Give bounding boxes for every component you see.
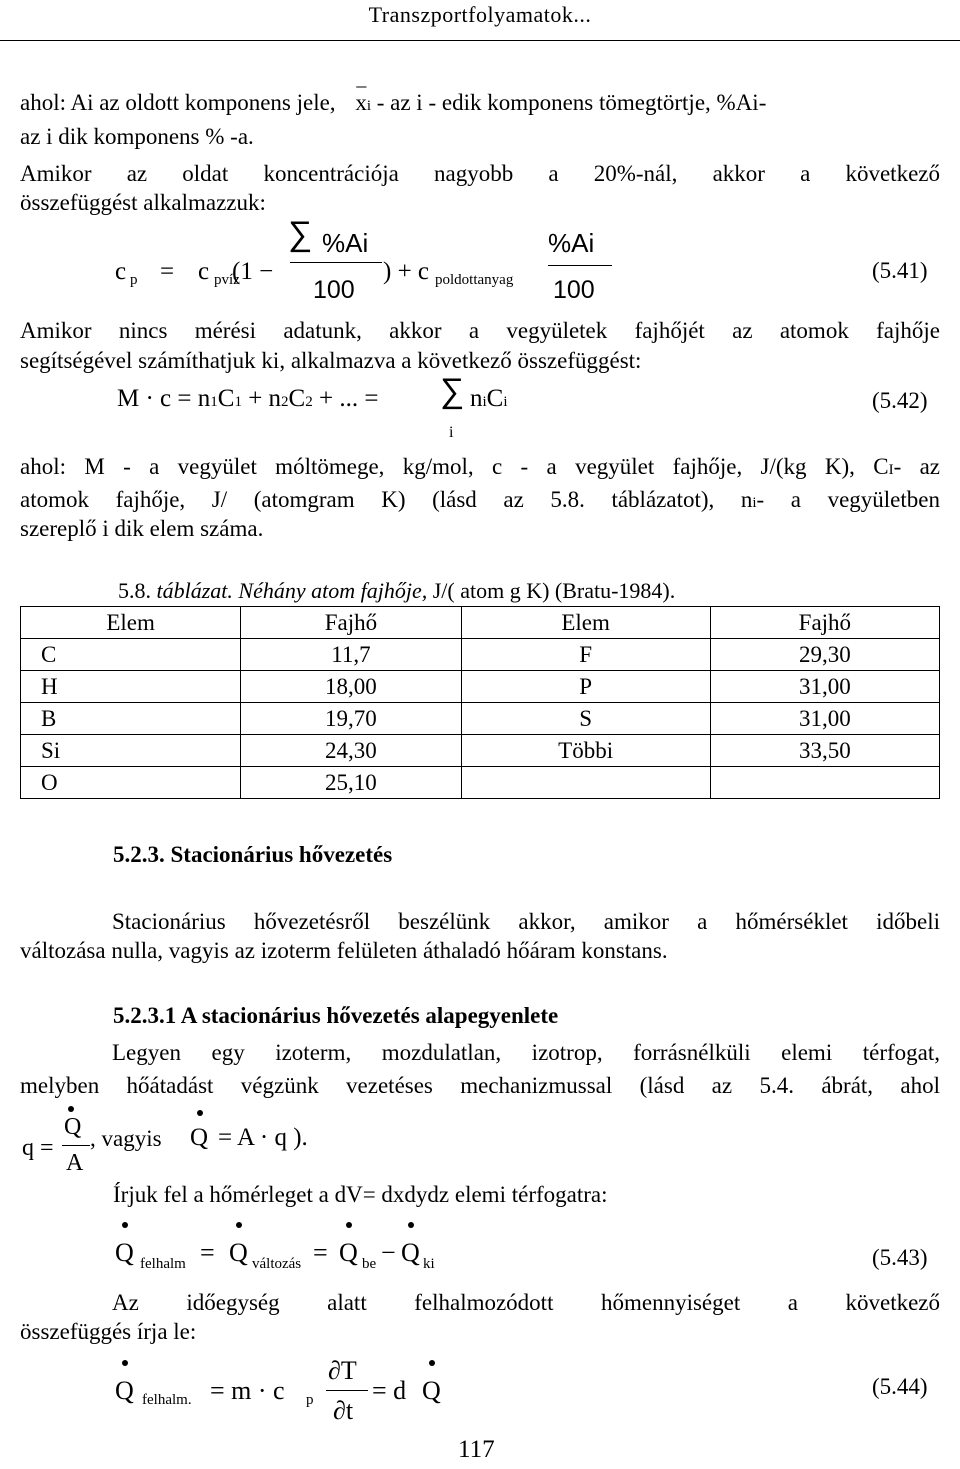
subsection-heading: 5.2.3.1 A stacionárius hővezetés alapegyenlete — [113, 1003, 559, 1028]
xi-symbol — [355, 68, 376, 115]
sum-icon: ∑ — [288, 215, 313, 253]
eq544-Q: Q — [115, 1376, 134, 1405]
dot-icon — [236, 1222, 242, 1228]
table-cell: O — [21, 767, 241, 799]
para3-line1 — [20, 450, 940, 487]
header-rule — [0, 40, 960, 41]
dot-icon — [197, 1110, 203, 1116]
eq-q-rest: = A · q ). — [218, 1124, 308, 1151]
eq541-den-100-2: 100 — [553, 276, 595, 304]
eq544-eq1: = m · c — [210, 1376, 285, 1405]
eq541-pct-ai: %Ai — [322, 228, 369, 258]
eq544-eq2: = d — [372, 1376, 407, 1405]
table-row — [21, 671, 940, 703]
eq541-pct-ai-2: %Ai — [548, 228, 595, 258]
caption-suffix: J/( atom g K) (Bratu-1984). — [427, 578, 676, 603]
table-row — [21, 703, 940, 735]
para3-l1-text: ahol: M - a vegyület móltömege, kg/mol, c - a vegyület fajhője, J/(kg K), C — [20, 454, 889, 479]
para4-line2: változása nulla, vagyis az izoterm felületen áthaladó hőáram konstans. — [20, 938, 668, 963]
table-cell — [461, 767, 710, 799]
eq541-den-100: 100 — [313, 276, 355, 304]
eq543-Q1: Q — [115, 1238, 134, 1267]
dot-icon — [122, 1222, 128, 1228]
eq542-rhs — [470, 385, 508, 413]
eq-q-A: A — [66, 1150, 84, 1176]
eq-q-Q2: Q — [190, 1124, 209, 1151]
eq542-C: C — [486, 385, 504, 412]
para7-line2: összefüggés írja le: — [20, 1319, 197, 1344]
eq-q-Q: Q — [64, 1114, 82, 1140]
para5-l1-text: Legyen egy izoterm, mozdulatlan, izotrop, forrásnélküli elemi térfogat, — [112, 1040, 940, 1065]
xi-sub: i — [366, 98, 371, 114]
para3-l1-end: - az — [893, 454, 940, 479]
para1-text-a: ahol: Ai az oldott komponens jele, — [20, 90, 336, 115]
eq543-Q2: Q — [229, 1238, 248, 1267]
eq542-sub2: 2 — [281, 394, 289, 410]
table-header-cell: Fajhő — [241, 607, 461, 639]
eq541-fraction-bar-2 — [548, 265, 612, 266]
table-cell: Si — [21, 735, 241, 767]
table-cell: 29,30 — [710, 639, 939, 671]
table-row — [21, 767, 940, 799]
para1-line3: Amikor az oldat koncentrációja nagyobb a 20%-nál, akkor a következő — [20, 161, 940, 186]
eq542-sub1b: 1 — [234, 394, 242, 410]
table-caption — [118, 578, 675, 604]
eq544-dt: ∂t — [333, 1396, 354, 1425]
eq541-close: ) + c — [383, 258, 430, 285]
table-cell: 24,30 — [241, 735, 461, 767]
para3-line3: szereplő i dik elem száma. — [20, 516, 264, 541]
eq541-c: c — [115, 258, 127, 285]
eq544-number: (5.44) — [872, 1374, 928, 1399]
table-header-row — [21, 607, 940, 639]
para5-line2: melyben hőátadást végzünk vezetéses mechanizmussal (lásd az 5.4. ábrát, ahol — [20, 1073, 940, 1098]
table-cell: 31,00 — [710, 671, 939, 703]
para6-line1: Írjuk fel a hőmérleget a dV= dxdydz elemi térfogatra: — [113, 1182, 608, 1207]
para4-line1 — [20, 905, 940, 939]
dot-icon — [68, 1106, 74, 1112]
eq542-sub2b: 2 — [305, 394, 313, 410]
table-cell: F — [461, 639, 710, 671]
para3-l2-end: - a vegyületben — [756, 487, 940, 512]
table-cell: 11,7 — [241, 639, 461, 671]
para1-text-b: - az i - edik komponens tömegtörtje, %Ai- — [376, 90, 767, 115]
para5-line1 — [20, 1036, 940, 1070]
dot-icon — [429, 1360, 435, 1366]
eq541-number: (5.41) — [872, 258, 928, 283]
para3-l2-sub: i — [752, 495, 757, 511]
eq542-rest: + ... = — [312, 385, 379, 412]
eq543-Q3: Q — [339, 1238, 358, 1267]
eq543-Q4: Q — [401, 1238, 420, 1267]
xi-x: x — [355, 90, 367, 115]
dot-icon — [408, 1222, 414, 1228]
eq542-sum-index: i — [449, 424, 454, 441]
table-cell: Többi — [461, 735, 710, 767]
eq544-sub-felhalm: felhalm. — [142, 1392, 192, 1408]
table-cell: C — [21, 639, 241, 671]
table-row — [21, 639, 940, 671]
table-cell: P — [461, 671, 710, 703]
eq-q-lhs: q = — [22, 1135, 54, 1161]
eq-q-fraction-bar — [62, 1145, 90, 1146]
eq544-dT: ∂T — [328, 1356, 357, 1385]
para3-l1-sub: I — [888, 462, 894, 478]
eq541-fraction-bar-1 — [290, 262, 382, 263]
eq541-sub-p: p — [130, 272, 138, 288]
caption-italic: táblázat. Néhány atom fajhője, — [156, 578, 428, 603]
eq542-number: (5.42) — [872, 388, 928, 413]
eq541-equals: = — [160, 258, 175, 285]
para1-line4: összefüggést alkalmazzuk: — [20, 190, 266, 215]
eq543-number: (5.43) — [872, 1245, 928, 1270]
table-cell: 18,00 — [241, 671, 461, 703]
eq544-Q2: Q — [422, 1376, 441, 1405]
eq542-C2: C — [288, 385, 306, 412]
eq544-sub-p: p — [306, 1392, 314, 1408]
eq541-sub-pviz: pvíz — [214, 272, 240, 288]
table-header-cell: Fajhő — [710, 607, 939, 639]
eq542-sub-i: i — [482, 394, 487, 410]
eq542-n: n — [470, 385, 483, 412]
table-cell: H — [21, 671, 241, 703]
section-heading: 5.2.3. Stacionárius hővezetés — [113, 842, 393, 867]
para7-l1-text: Az időegység alatt felhalmozódott hőmennyiséget a következő — [112, 1290, 940, 1315]
table-cell: 19,70 — [241, 703, 461, 735]
eq544-fraction-bar — [326, 1390, 368, 1391]
table-cell: 33,50 — [710, 735, 939, 767]
eq543-sub-ki: ki — [423, 1256, 435, 1272]
eq541-c2: c — [198, 258, 210, 285]
caption-prefix: 5.8. — [118, 578, 157, 603]
sum-icon: ∑ — [440, 372, 465, 410]
eq541-sub-poldott: poldottanyag — [435, 272, 514, 288]
eq542-lhs-text: M · c = n — [117, 385, 211, 412]
para2-line2: segítségével számíthatjuk ki, alkalmazva a következő összefüggést: — [20, 348, 642, 373]
para7-line1 — [20, 1286, 940, 1320]
eq-q-vagyis: , vagyis — [90, 1126, 162, 1151]
eq542-C1: C — [217, 385, 235, 412]
running-header: Transzportfolyamatok... — [368, 2, 592, 27]
eq543-sub-valtozas: változás — [252, 1256, 302, 1272]
eq542-plus: + n — [241, 385, 282, 412]
para3-line2 — [20, 483, 940, 520]
page-number: 117 — [458, 1436, 495, 1463]
table-header-cell: Elem — [21, 607, 241, 639]
eq543-eq1: = — [200, 1238, 215, 1267]
table-cell: S — [461, 703, 710, 735]
table-cell: B — [21, 703, 241, 735]
table-cell: 25,10 — [241, 767, 461, 799]
eq543-sub-be: be — [362, 1256, 377, 1272]
dot-icon — [346, 1222, 352, 1228]
eq543-sub-felhalm: felhalm — [140, 1256, 186, 1272]
para4-l1-text: Stacionárius hővezetésről beszélünk akkor, amikor a hőmérséklet időbeli — [112, 909, 940, 934]
para1-line2: az i dik komponens % -a. — [20, 124, 254, 149]
eq541-open: (1 − — [232, 258, 274, 285]
para2-line1: Amikor nincs mérési adatunk, akkor a vegyületek fajhőjét az atomok fajhője — [20, 318, 940, 343]
eq542-sub-i-b: i — [503, 394, 508, 410]
table-cell: 31,00 — [710, 703, 939, 735]
xi-bar: _ — [356, 68, 367, 90]
table-header-cell: Elem — [461, 607, 710, 639]
table-row — [21, 735, 940, 767]
para1-line1 — [20, 68, 767, 116]
specific-heat-table — [20, 606, 940, 799]
para3-l2-text: atomok fajhője, J/ (atomgram K) (lásd az 5.8. táblázatot), n — [20, 487, 753, 512]
dot-icon — [122, 1360, 128, 1366]
eq542-sub1: 1 — [210, 394, 218, 410]
table-cell — [710, 767, 939, 799]
eq543-minus: − — [381, 1238, 396, 1267]
eq543-eq2: = — [313, 1238, 328, 1267]
eq542-lhs — [117, 385, 378, 413]
